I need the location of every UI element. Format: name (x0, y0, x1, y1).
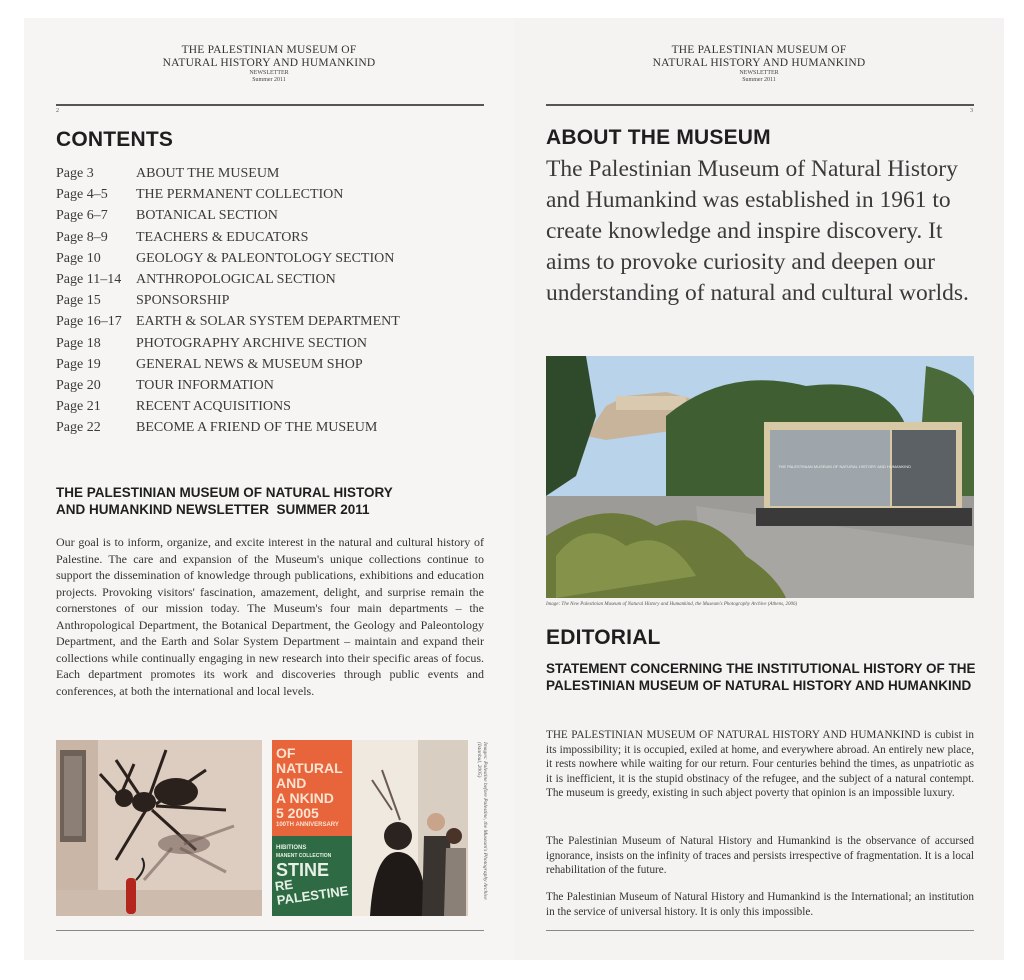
toc-page: Page 21 (56, 399, 101, 415)
toc-page: Page 20 (56, 377, 101, 393)
masthead-line-2: NATURAL HISTORY AND HUMANKIND (652, 57, 866, 69)
masthead (514, 44, 1004, 84)
masthead-newsletter: NEWSLETTER (249, 70, 289, 76)
toc-row[interactable] (56, 399, 496, 420)
toc-title: BOTANICAL SECTION (136, 208, 278, 224)
toc-page: Page 4–5 (56, 187, 108, 203)
masthead-season: Summer 2011 (252, 77, 286, 83)
toc-page: Page 15 (56, 293, 101, 309)
ant-exhibit-illustration (56, 740, 262, 916)
toc-title: SPONSORSHIP (136, 293, 230, 309)
newsletter-heading-line-1: THE PALESTINIAN MUSEUM OF NATURAL HISTORY (56, 485, 393, 500)
poster-line: MANENT COLLECTION (276, 853, 332, 859)
page-number: 3 (970, 108, 973, 114)
toc-title: RECENT ACQUISITIONS (136, 399, 291, 415)
toc-row[interactable] (56, 293, 496, 314)
toc-row[interactable] (56, 378, 496, 399)
editorial-paragraph: THE PALESTINIAN MUSEUM OF NATURAL HISTORY AND HUMANKIND is cubist in its impossibility; it is occupied, exiled at home, and everywhere abroad. An entirely new place, it rests nowhere while waiting for our return. Four centuries behind the times, as unpatriotic as it is inefficient, it is the stupid obstinacy of the refugee, and the subject of a natural contempt. The museum is greedy, existing in such abject poverty that opinion is an impossible luxury. (546, 729, 974, 799)
ant-exhibit-photo (56, 740, 262, 916)
bottom-rule (546, 930, 974, 931)
poster-line: STINE (276, 860, 330, 880)
right-page (514, 18, 1004, 960)
poster-line: RE PALESTINE (273, 876, 350, 908)
toc-page: Page 16–17 (56, 314, 122, 330)
toc-row[interactable] (56, 420, 496, 441)
toc-row[interactable] (56, 336, 496, 357)
poster-line: OF NATURAL (276, 745, 343, 776)
masthead-line-2: NATURAL HISTORY AND HUMANKIND (162, 57, 376, 69)
pavilion-illustration (546, 356, 974, 598)
photo-caption: Image: The New Palestinian Museum of Natural History and Humankind, the Museum's Photography Archive (Athens, 2006) (546, 602, 798, 607)
toc-title: TEACHERS & EDUCATORS (136, 229, 309, 245)
toc-row[interactable] (56, 166, 496, 187)
toc-page: Page 8–9 (56, 229, 108, 245)
visitors-illustration (352, 740, 468, 916)
editorial-paragraph: The Palestinian Museum of Natural History and Humankind is the International; an institution in the service of universal history. It is only this impossible. (546, 891, 974, 918)
poster-line: HIBITIONS (276, 845, 307, 851)
newsletter-heading-line-2: AND HUMANKIND NEWSLETTER SUMMER 2011 (56, 502, 370, 517)
intro-text: Our goal is to inform, organize, and excite interest in the natural and cultural history of Palestine. The care and expansion of the Museum's unique collections continue to support the dissemination of knowledge through publications, exhibitions and education projects. Provoking visitors' fascination, amazement, delight, and surprise remain the cornerstones of our mission today. The Museum's four main departments – the Anthropological Department, the Botanical Department, the Geology and Paleontology Department, and the Earth and Solar System Department – maintain and expand their collections while continually engaging in new research into their specific areas of focus. Each department promotes its work and discoveries through public events and conferences, at both the international and local levels. (56, 535, 484, 698)
toc-page: Page 11–14 (56, 271, 122, 287)
toc-title: ABOUT THE MUSEUM (136, 166, 280, 181)
toc-page: Page 3 (56, 166, 94, 181)
toc-row[interactable] (56, 187, 496, 208)
exhibition-poster-photo (272, 740, 468, 916)
toc-title: GEOLOGY & PALEONTOLOGY SECTION (136, 250, 395, 266)
toc-title: TOUR INFORMATION (136, 377, 274, 393)
masthead-line-1: THE PALESTINIAN MUSEUM OF (181, 44, 357, 56)
editorial-heading: EDITORIAL (546, 626, 661, 649)
green-poster-panel (272, 836, 352, 916)
editorial-paragraph: The Palestinian Museum of Natural History and Humankind is the observance of accursed ignorance, insists on the infinity of traces and persists irrespective of fragmentation. It is a local rehabilitation of the future. (546, 835, 974, 876)
bottom-rule (56, 930, 484, 931)
poster-line: A NKIND (276, 790, 334, 806)
toc-title: PHOTOGRAPHY ARCHIVE SECTION (136, 335, 368, 351)
left-page (24, 18, 514, 960)
toc-title: GENERAL NEWS & MUSEUM SHOP (136, 356, 363, 372)
toc-row[interactable] (56, 357, 496, 378)
toc-row[interactable] (56, 314, 496, 335)
about-lead: The Palestinian Museum of Natural History and Humankind was established in 1961 to create knowledge and inspire discovery. It aims to provoke curiosity and deepen our understanding of natural and cultural worlds. (546, 156, 969, 306)
masthead-season: Summer 2011 (742, 77, 776, 83)
toc-page: Page 19 (56, 356, 101, 372)
newsletter-heading (56, 484, 486, 518)
toc-page: Page 22 (56, 420, 101, 436)
museum-pavilion-photo (546, 356, 974, 598)
toc-title: THE PERMANENT COLLECTION (136, 187, 344, 203)
masthead (24, 44, 514, 84)
masthead-newsletter: NEWSLETTER (739, 70, 779, 76)
toc-title: EARTH & SOLAR SYSTEM DEPARTMENT (136, 314, 400, 330)
toc-page: Page 10 (56, 250, 101, 266)
toc-row[interactable] (56, 251, 496, 272)
toc-row[interactable] (56, 272, 496, 293)
toc-title: ANTHROPOLOGICAL SECTION (136, 271, 336, 287)
poster-line: AND (276, 775, 307, 791)
toc-page: Page 18 (56, 335, 101, 351)
photo-caption: Images: Palestine before Palestine, the Museum's Photography Archive (Istanbul, 2005) (476, 742, 488, 900)
orange-poster-panel (272, 740, 352, 836)
poster-line: 5 2005 (276, 805, 319, 821)
top-rule (546, 104, 974, 106)
poster-line: 100TH ANNIVERSARY (276, 822, 339, 828)
toc-row[interactable] (56, 208, 496, 229)
contents-heading: CONTENTS (56, 128, 174, 151)
about-heading: ABOUT THE MUSEUM (546, 126, 771, 149)
pavilion-sign: THE PALESTINIAN MUSEUM OF NATURAL HISTORY AND HUMANKIND (778, 464, 912, 469)
page-number: 2 (56, 108, 59, 114)
masthead-line-1: THE PALESTINIAN MUSEUM OF (671, 44, 847, 56)
top-rule (56, 104, 484, 106)
toc-page: Page 6–7 (56, 208, 108, 224)
toc-row[interactable] (56, 230, 496, 251)
statement-heading: STATEMENT CONCERNING THE INSTITUTIONAL HISTORY OF THE PALESTINIAN MUSEUM OF NATURAL HISTORY AND HUMANKIND (546, 661, 976, 693)
toc-title: BECOME A FRIEND OF THE MUSEUM (136, 420, 378, 436)
table-of-contents (56, 166, 496, 441)
